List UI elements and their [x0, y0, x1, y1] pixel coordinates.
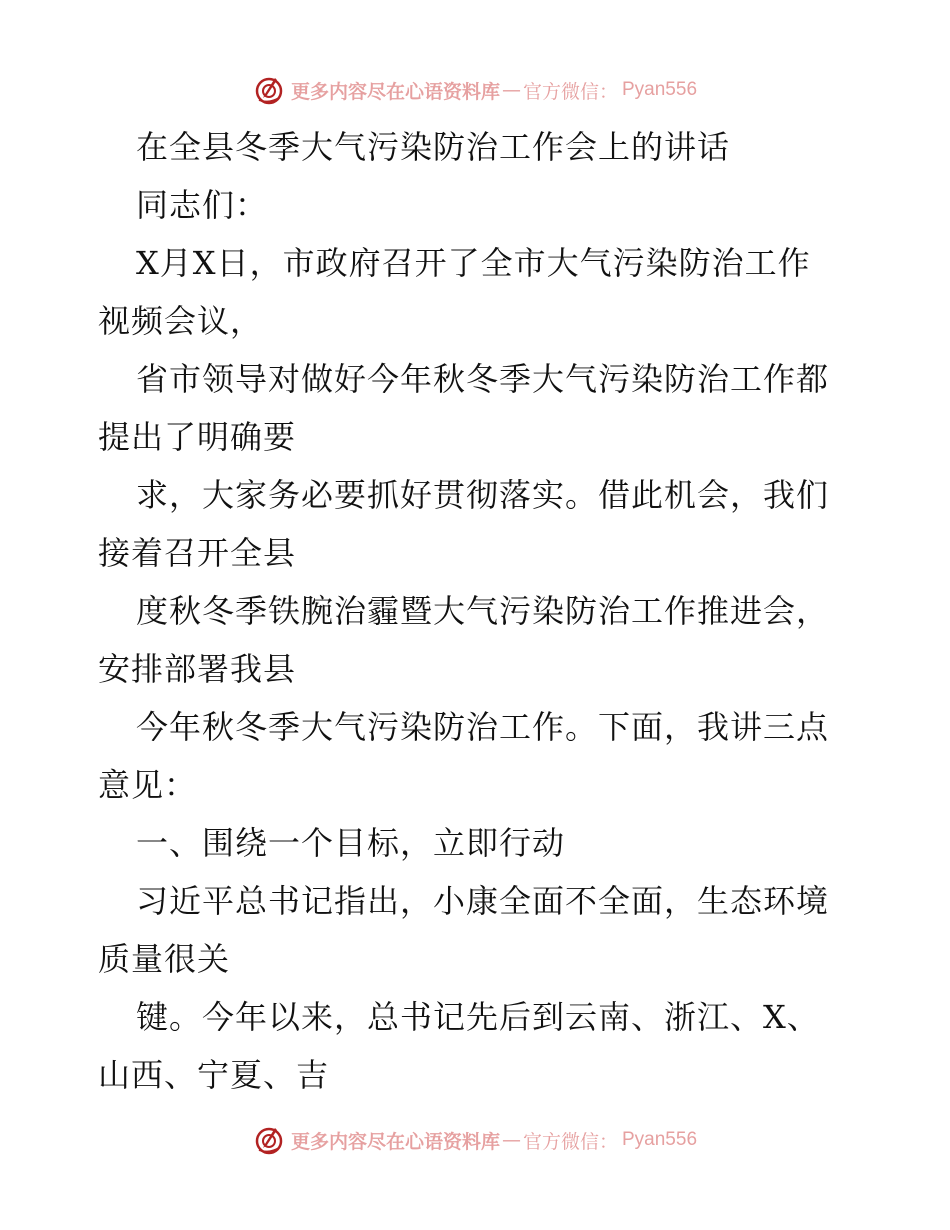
- paragraph-line: 今年秋冬季大气污染防治工作。下面，我讲三点: [136, 708, 830, 746]
- watermark-wechat-label: 官方微信：: [522, 80, 618, 103]
- paragraph-line: 键。今年以来，总书记先后到云南、浙江、X、: [136, 998, 820, 1036]
- header-watermark-banner: [0, 70, 950, 110]
- watermark-wechat-id: Pyan556: [622, 1129, 698, 1150]
- document-body: [98, 118, 858, 1104]
- paragraph-line: 求，大家务必要抓好贯彻落实。借此机会，我们: [136, 476, 830, 514]
- paragraph-line: X月X日，市政府召开了全市大气污染防治工作: [136, 244, 811, 282]
- watermark-text: 更多内容尽在心语资料库: [290, 80, 500, 103]
- paragraph-line: 安排部署我县: [98, 650, 297, 688]
- watermark-separator: —: [501, 1129, 521, 1151]
- watermark-separator: —: [501, 79, 521, 101]
- paragraph-line: 提出了明确要: [98, 418, 297, 456]
- paragraph-line: 度秋冬季铁腕治霾暨大气污染防治工作推进会，: [136, 592, 830, 630]
- watermark-wechat-label: 官方微信：: [522, 1130, 618, 1153]
- paragraph-line: 接着召开全县: [98, 534, 297, 572]
- watermark-text: 更多内容尽在心语资料库: [290, 1130, 500, 1153]
- paragraph-line: 山西、宁夏、吉: [98, 1056, 330, 1094]
- section-heading: 一、围绕一个目标，立即行动: [136, 824, 566, 862]
- document-title: 在全县冬季大气污染防治工作会上的讲话: [136, 128, 731, 166]
- paragraph-line: 省市领导对做好今年秋冬季大气污染防治工作都: [136, 360, 830, 398]
- paragraph-line: 质量很关: [98, 940, 231, 978]
- footer-watermark-banner: [0, 1120, 950, 1160]
- watermark-wechat-id: Pyan556: [622, 79, 698, 100]
- quill-logo-icon: [253, 1124, 285, 1156]
- paragraph-line: 习近平总书记指出，小康全面不全面，生态环境: [136, 882, 830, 920]
- paragraph-line: 意见：: [98, 766, 198, 804]
- salutation: 同志们：: [136, 186, 269, 224]
- quill-logo-icon: [253, 74, 285, 106]
- paragraph-line: 视频会议，: [98, 302, 264, 340]
